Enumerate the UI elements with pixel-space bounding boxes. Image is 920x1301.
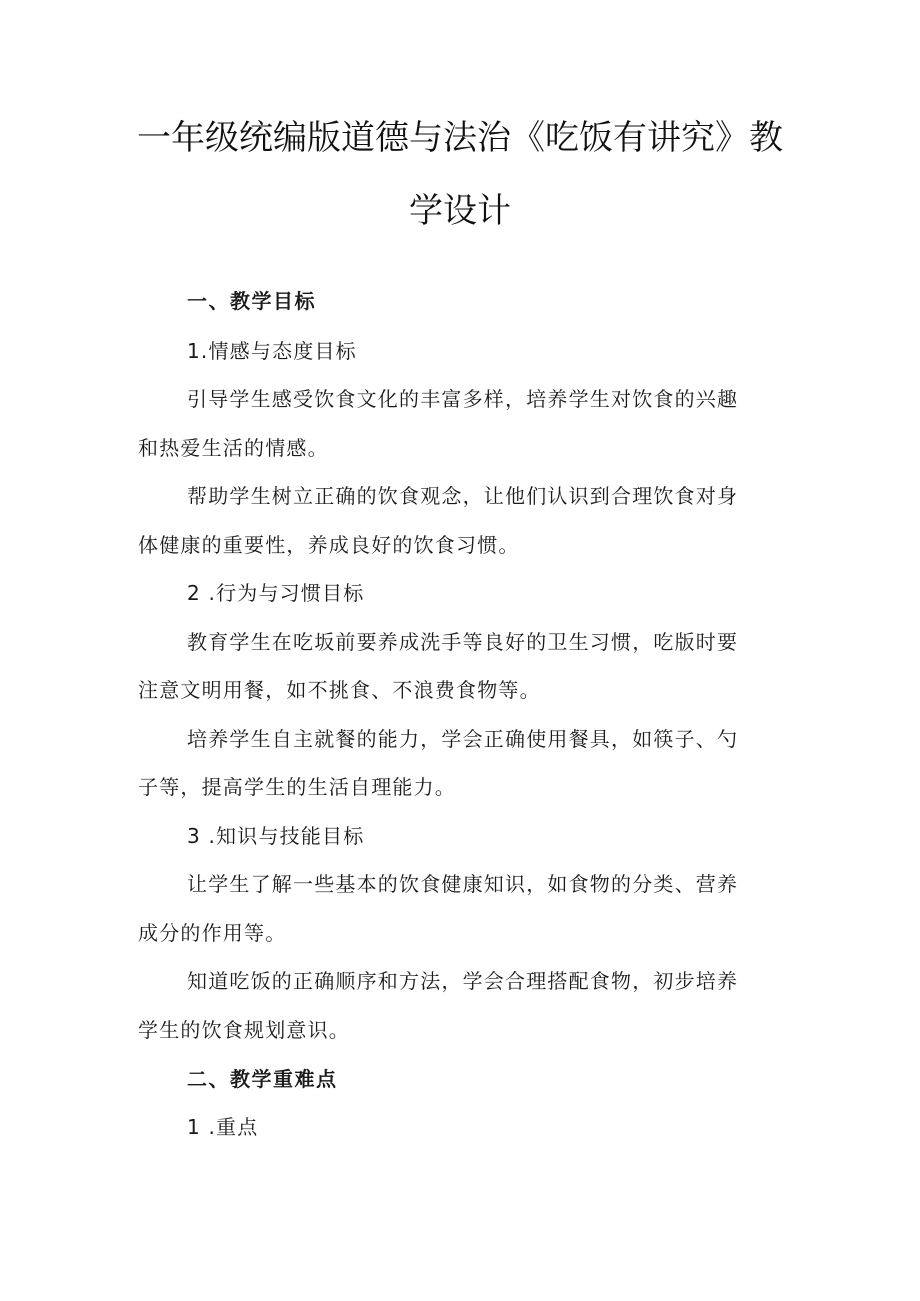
subheading-knowledge-skills: 3 .知识与技能目标 <box>187 824 365 848</box>
paragraph-line: 帮助学生树立正确的饮食观念，让他们认识到合理饮食对身 <box>187 484 739 508</box>
subheading-emotion-attitude: 1.情感与态度目标 <box>187 339 357 363</box>
subheading-key-points: 1 .重点 <box>187 1115 259 1139</box>
paragraph-line: 让学生了解一些基本的饮食健康知识，如食物的分类、营养 <box>187 872 739 896</box>
paragraph-line: 体健康的重要性，养成良好的饮食习惯。 <box>138 533 520 557</box>
paragraph-line: 子等，提高学生的生活自理能力。 <box>138 775 456 799</box>
paragraph-line: 和热爱生活的情感。 <box>138 436 329 460</box>
document-title-line-2: 学设计 <box>409 191 511 231</box>
document-title-line-1: 一年级统编版道德与法治《吃饭有讲究》教 <box>137 118 783 158</box>
paragraph-line: 注意文明用餐，如不挑食、不浪费食物等。 <box>138 678 541 702</box>
paragraph-line: 成分的作用等。 <box>138 921 287 945</box>
paragraph-line: 知道吃饭的正确顺序和方法，学会合理搭配食物，初步培养 <box>187 969 739 993</box>
paragraph-line: 培养学生自主就餐的能力，学会正确使用餐具，如筷子、勺 <box>187 727 739 751</box>
paragraph-line: 教育学生在吃坂前要养成洗手等良好的卫生习惯，吃版时要 <box>187 630 739 654</box>
section-heading-teaching-goals: 一、教学目标 <box>187 289 316 313</box>
paragraph-line: 学生的饮食规划意识。 <box>138 1018 350 1042</box>
subheading-behavior-habits: 2 .行为与习惯目标 <box>187 581 365 605</box>
paragraph-line: 引导学生感受饮食文化的丰富多样，培养学生对饮食的兴趣 <box>187 387 739 411</box>
section-heading-key-difficult-points: 二、教学重难点 <box>187 1067 338 1091</box>
